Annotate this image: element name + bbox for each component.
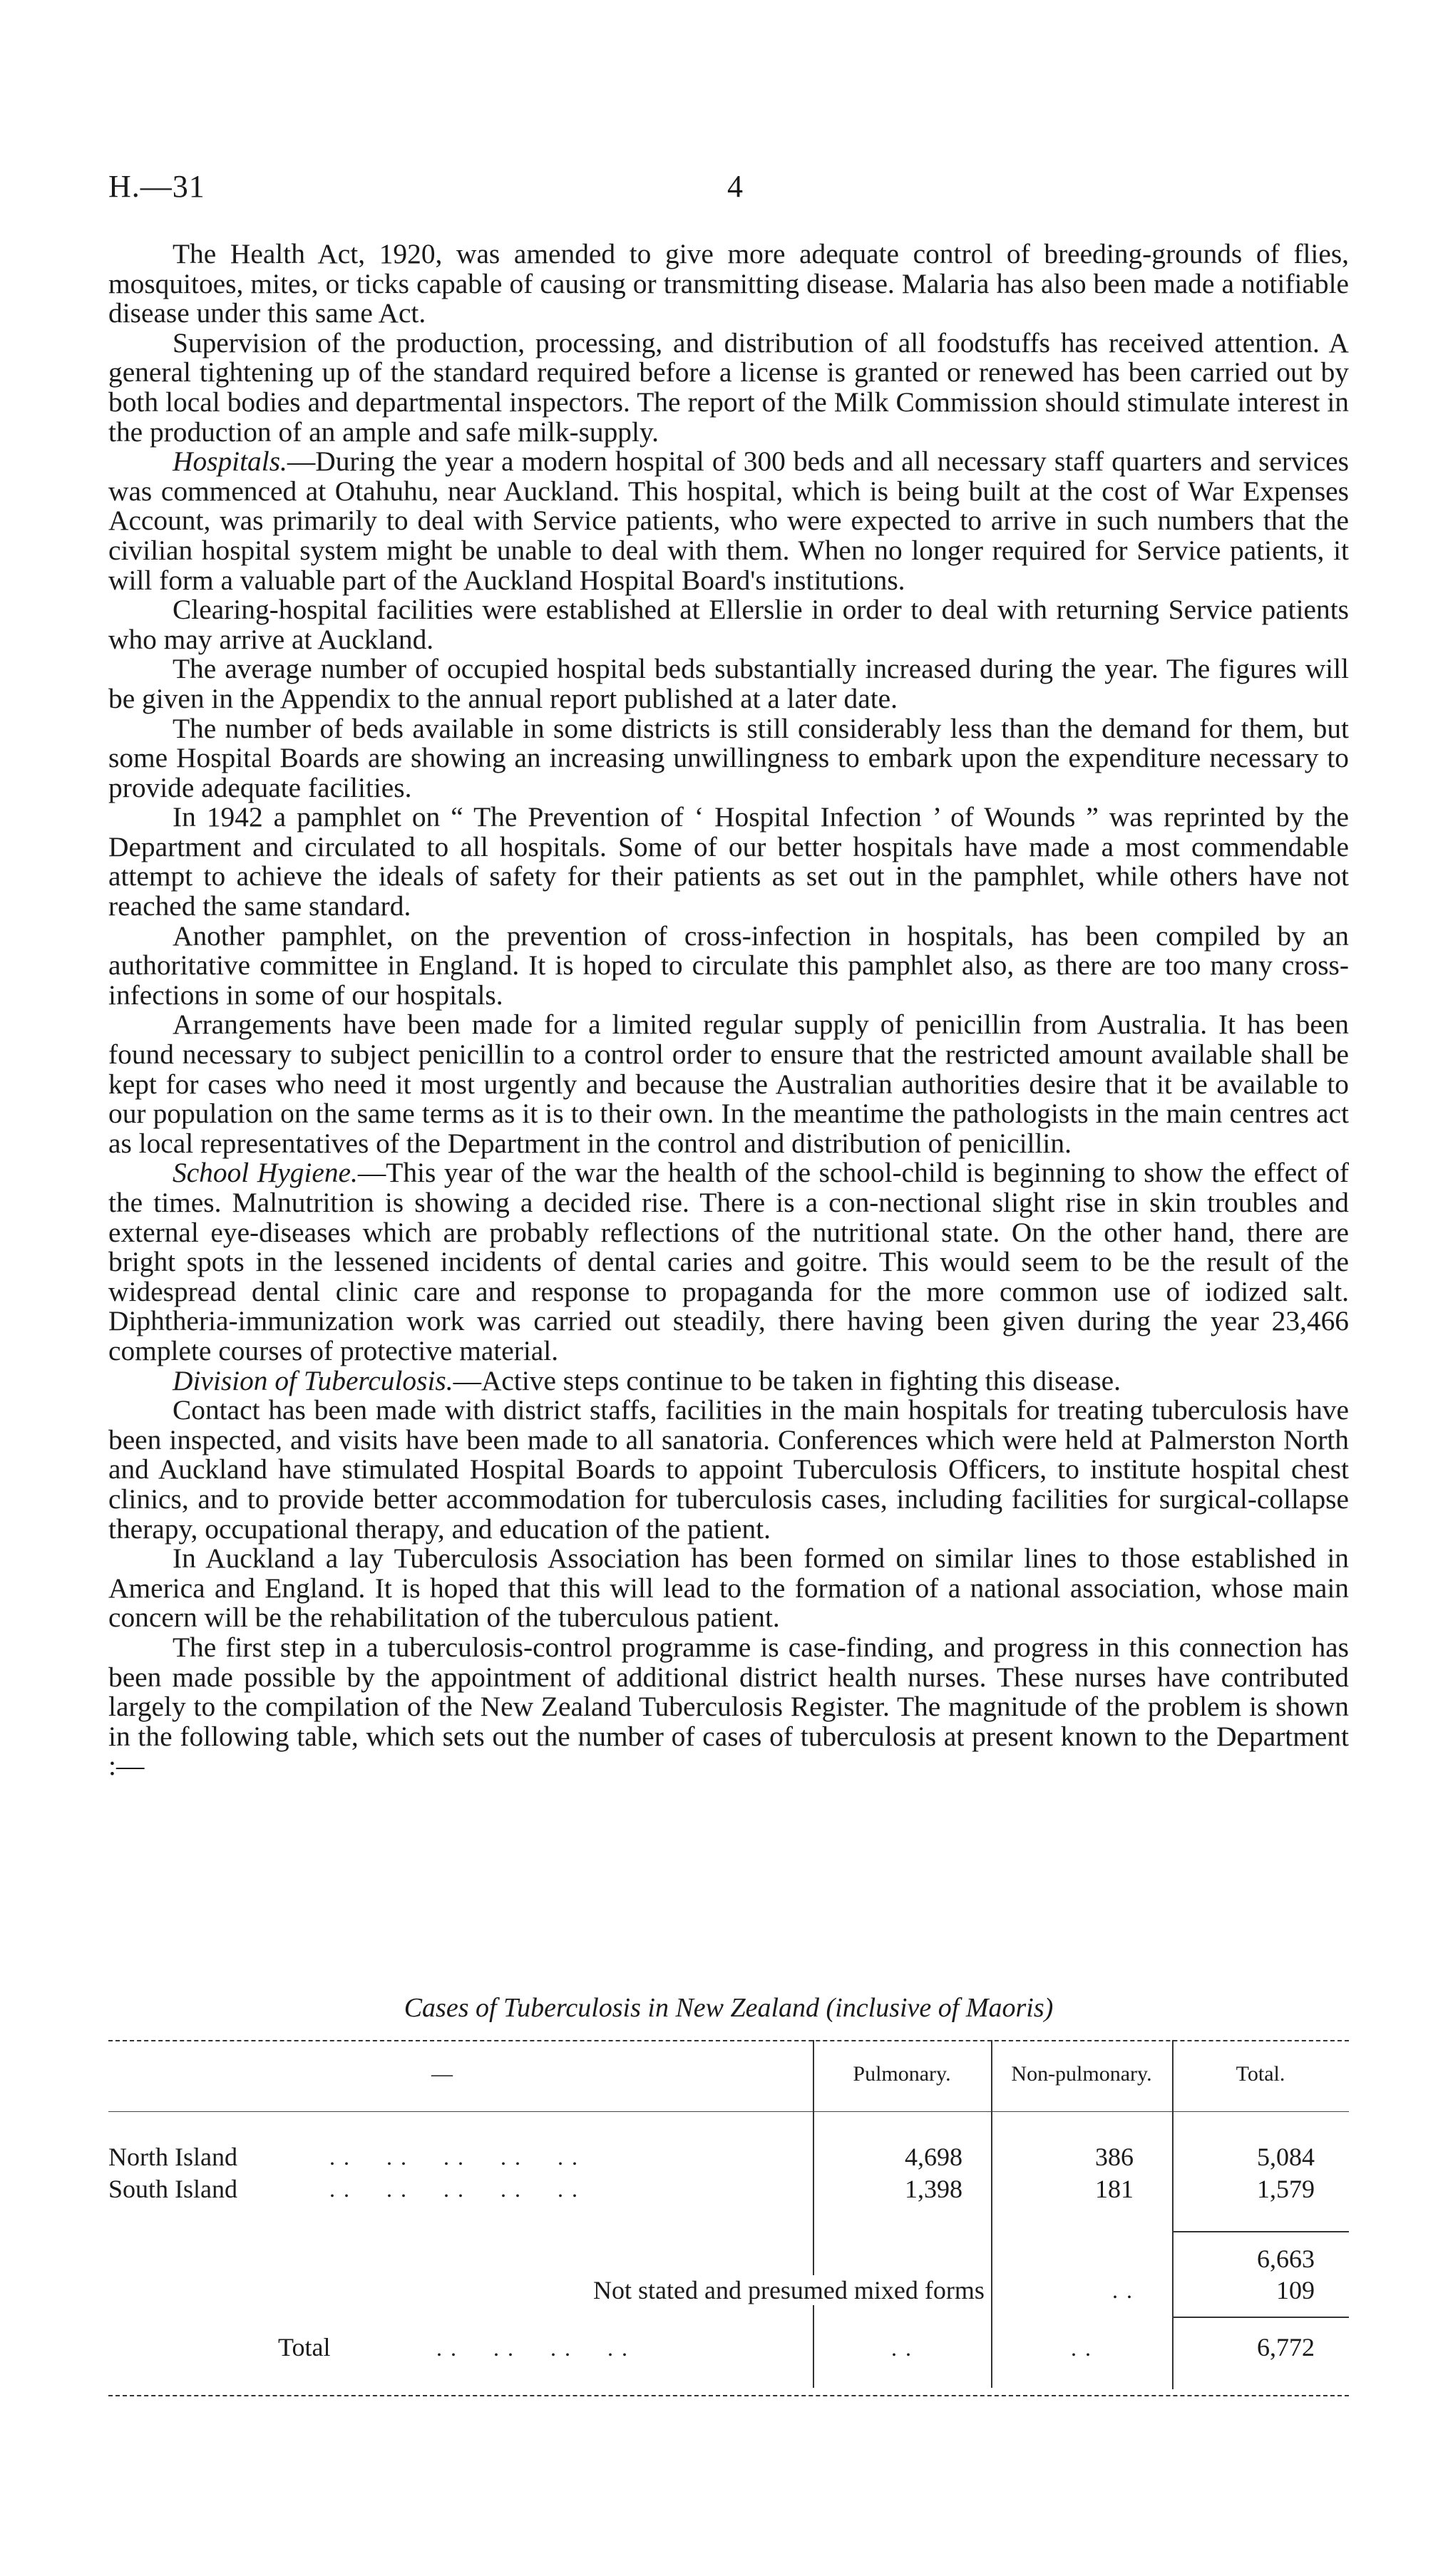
section-lead: Division of Tuberculosis. (173, 1364, 453, 1396)
section-lead: Hospitals. (173, 445, 287, 478)
not-stated-label: Not stated and presumed mixed forms (590, 2275, 987, 2305)
non-pulmonary-value: . . (1071, 2335, 1092, 2361)
row-leaders: . . . . . . . . (436, 2335, 629, 2361)
not-stated-value: 109 (1276, 2276, 1315, 2304)
total-header: Total. (1236, 2062, 1285, 2086)
paragraph: Clearing-hospital facilities were established at Ellerslie in order to deal with returning Service patients who may arrive at Auckland. (108, 594, 1349, 655)
row-leaders: . . . . . . . . . . (329, 2176, 579, 2202)
body-text (108, 239, 1349, 1781)
row-label: South Island (108, 2175, 238, 2203)
total-value: 5,084 (1257, 2143, 1315, 2171)
paragraph: The first step in a tuberculosis-control programme is case-finding, and progress in this connection has been made possible by the appointment of additional district health nurses. These nurses have contributed largely to the compilation of the New Zealand Tuberculosis Register. The magnitude of the problem is shown in the following table, which sets out the number of cases of tuberculosis at present known to the Department :— (108, 1631, 1349, 1782)
table-bottom-rule (108, 2395, 1349, 2396)
paragraph-hospitals: Hospitals.—During the year a modern hospital of 300 beds and all necessary staff quarters and services was commenced at Otahuhu, near Auckland. This hospital, which is being built at the cost of War Expenses Account, was primarily to deal with Service patients, who were expected to arrive in such numbers that the civilian hospital system might be unable to deal with them. When no longer required for Service patients, it will form a valuable part of the Auckland Hospital Board's institutions. (108, 445, 1349, 596)
pulmonary-value: 4,698 (905, 2143, 962, 2171)
section-lead: School Hygiene. (173, 1157, 358, 1189)
paragraph: Supervision of the production, processing, and distribution of all foodstuffs has received attention. A general tightening up of the standard required before a license is granted or renewed has been carried out by both local bodies and departmental inspectors. The report of the Milk Commission should stimulate interest in the production of an ample and safe milk-supply. (108, 326, 1349, 448)
subtotal-rule-lower (1172, 2317, 1349, 2318)
subtotal-value: 6,663 (1257, 2245, 1315, 2273)
row-leaders: . . . . . . . . . . (329, 2144, 579, 2170)
row-label: North Island (108, 2143, 237, 2171)
paragraph: The number of beds available in some districts is still considerably less than the demand for them, but some Hospital Boards are showing an increasing unwillingness to embark upon the expenditure necessary to provide adequate facilities. (108, 712, 1349, 803)
paragraph-school-hygiene: School Hygiene.—This year of the war the health of the school-child is beginning to show the effect of the times. Malnutrition is showing a decided rise. There is a con-nectional slight rise in skin troubles and external eye-diseases which are probably reflections of the nutritional state. On the other hand, there are bright spots in the lessened incidents of dental caries and goitre. This would seem to be the result of the widespread dental clinic care and response to propaganda for the more common use of iodized salt. Diphtheria-immunization work was carried out steadily, there having been given during the year 23,466 complete courses of protective material. (108, 1157, 1350, 1366)
pulmonary-header: Pulmonary. (853, 2062, 951, 2086)
grand-total-value: 6,772 (1257, 2333, 1315, 2361)
non-pulmonary-value: 181 (1095, 2175, 1134, 2203)
paragraph: The Health Act, 1920, was amended to give more adequate control of breeding-grounds of flies, mosquitoes, mites, or ticks capable of causing or transmitting disease. Malaria has also been made a notifiable disease under this same Act. (108, 238, 1349, 329)
paragraph: In 1942 a pamphlet on “ The Prevention of ‘ Hospital Infection ’ of Wounds ” was reprinted by the Department and circulated to all hospitals. Some of our better hospitals have made a most commendable attempt to achieve the ideals of safety for their patients as set out in the pamphlet, while others have not reached the same standard. (108, 801, 1349, 922)
non-pulmonary-header: Non-pulmonary. (1011, 2062, 1152, 2086)
paragraph: In Auckland a lay Tuberculosis Association has been formed on similar lines to those established in America and England. It is hoped that this will lead to the formation of a national association, whose main concern will be the rehabilitation of the tuberculous patient. (108, 1542, 1349, 1634)
paragraph: Contact has been made with district staffs, facilities in the main hospitals for treating tuberculosis have been inspected, and visits have been made to all sanatoria. Conferences which were held at Palmerston North and Auckland have stimulated Hospital Boards to appoint Tuberculosis Officers, to institute hospital chest clinics, and to provide better accommodation for tuberculosis cases, including facilities for surgical-collapse therapy, occupational therapy, and education of the patient. (108, 1394, 1349, 1545)
pulmonary-value: 1,398 (905, 2175, 962, 2203)
non-pulmonary-value: 386 (1095, 2143, 1134, 2171)
stub-header: — (431, 2062, 453, 2086)
subtotal-rule (1172, 2231, 1349, 2232)
report-reference: H.—31 (108, 169, 205, 204)
paragraph: Arrangements have been made for a limited regular supply of penicillin from Australia. It has been found necessary to subject penicillin to a control order to ensure that the restricted amount available shall be kept for cases who need it most urgently and because the Australian authorities desire that it be available to our population on the same terms as it is to their own. In the meantime the pathologists in the main centres act as local representatives of the Department in the control and distribution of penicillin. (108, 1009, 1349, 1159)
total-value: 1,579 (1257, 2175, 1315, 2203)
row-leaders: . . (1112, 2277, 1134, 2303)
page-number: 4 (727, 169, 743, 204)
paragraph: The average number of occupied hospital beds substantially increased during the year. The figures will be given in the Appendix to the annual report published at a later date. (108, 653, 1349, 714)
total-label: Total (278, 2333, 331, 2361)
paragraph-division-tuberculosis: Division of Tuberculosis.—Active steps continue to be taken in fighting this disease. (173, 1364, 1121, 1396)
table-caption: Cases of Tuberculosis in New Zealand (inclusive of Maoris) (404, 1993, 1054, 2023)
pulmonary-value: . . (891, 2335, 913, 2361)
table-top-rule (108, 2040, 1349, 2041)
table-header-rule (108, 2111, 1349, 2112)
paragraph: Another pamphlet, on the prevention of cross-infection in hospitals, has been compiled by an authoritative committee in England. It is hoped to circulate this pamphlet also, as there are too many cross-infections in some of our hospitals. (108, 919, 1349, 1011)
